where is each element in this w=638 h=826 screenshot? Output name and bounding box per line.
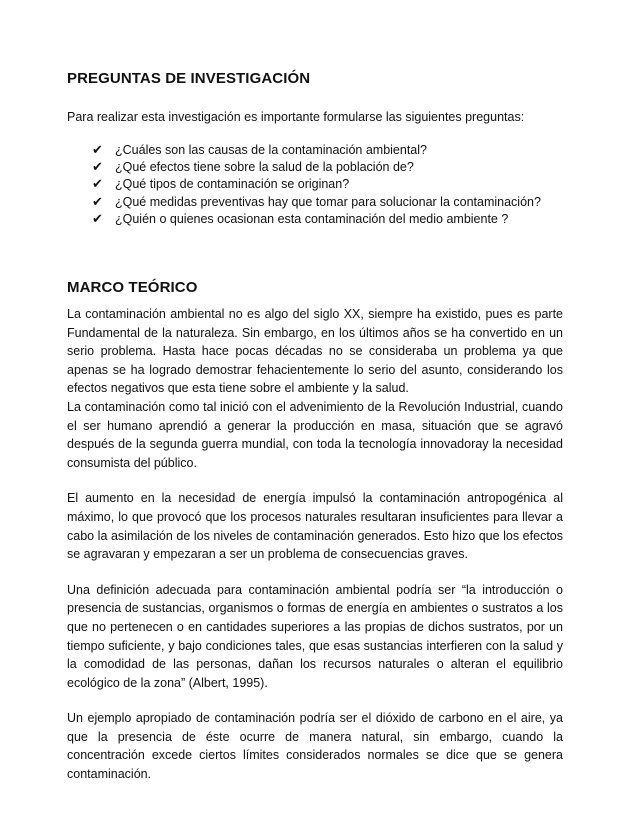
- paragraph: Un ejemplo apropiado de contaminación podría ser el dióxido de carbono en el aire, ya que la presencia de éste ocurre de manera natural, sin embargo, cuando la concentración excede ciertos límites considerados normales se dice que se genera contaminación.: [67, 711, 563, 782]
- paragraph: La contaminación ambiental no es algo del siglo XX, siempre ha existido, pues es parte Fundamental de la naturaleza. Sin embargo, en los últimos años se ha convertido en un serio problema. Hasta hace pocas décadas no se consideraba un problema ya que apenas se ha logrado demostrar fehacientemente lo serio del asunto, considerando los efectos negativos que esta tiene sobre el ambiente y la salud.: [67, 307, 563, 396]
- check-icon: ✔: [92, 211, 103, 227]
- check-icon: ✔: [92, 143, 103, 158]
- paragraph: Una definición adecuada para contaminación ambiental podría ser “la introducción o presencia de sustancias, organismos o formas de energía en ambientes o sustratos a los que no pertenecen o en cantidades superiores a las propias de dichos sustratos, por un tiempo suficiente, y bajo condiciones tales, que esas sustancias interfieren con la salud y la comodidad de las personas, dañan los recursos naturales o alteran el equilibrio ecológico de la zona” (Albert, 1995).: [67, 582, 563, 690]
- check-icon: ✔: [92, 177, 103, 193]
- list-item: ✔ ¿Qué medidas preventivas hay que tomar para solucionar la contaminación?: [92, 194, 541, 210]
- list-item: ✔ ¿Quién o quienes ocasionan esta contaminación del medio ambiente ?: [92, 211, 509, 227]
- list-item: ✔ ¿Cuáles son las causas de la contaminación ambiental?: [92, 143, 427, 158]
- paragraph: La contaminación como tal inició con el advenimiento de la Revolución Industrial, cuando el ser humano aprendió a generar la producción en masa, situación que se agravó después de la segunda guerra mundial, con toda la tecnología innovadoray la necesidad consumista del público.: [67, 399, 563, 470]
- check-icon: ✔: [92, 194, 103, 210]
- section-heading-marco-teorico: MARCO TEÓRICO: [67, 279, 198, 296]
- list-item: ✔ ¿Qué efectos tiene sobre la salud de la población de?: [92, 160, 414, 176]
- list-item: ✔ ¿Qué tipos de contaminación se originan?: [92, 177, 350, 193]
- intro-text: Para realizar esta investigación es importante formularse las siguientes preguntas:: [67, 110, 525, 124]
- paragraph: El aumento en la necesidad de energía impulsó la contaminación antropogénica al máximo, lo que provocó que los procesos naturales resultaran insuficientes para llevar a cabo la asimilación de los niveles de contaminación generados. Esto hizo que los efectos se agravaran y empezaran a ser un problema de consecuencias graves.: [67, 491, 563, 562]
- check-icon: ✔: [92, 160, 103, 176]
- questions-list: [92, 142, 541, 228]
- section-heading-preguntas: PREGUNTAS DE INVESTIGACIÓN: [67, 70, 311, 87]
- body-text: [67, 305, 563, 784]
